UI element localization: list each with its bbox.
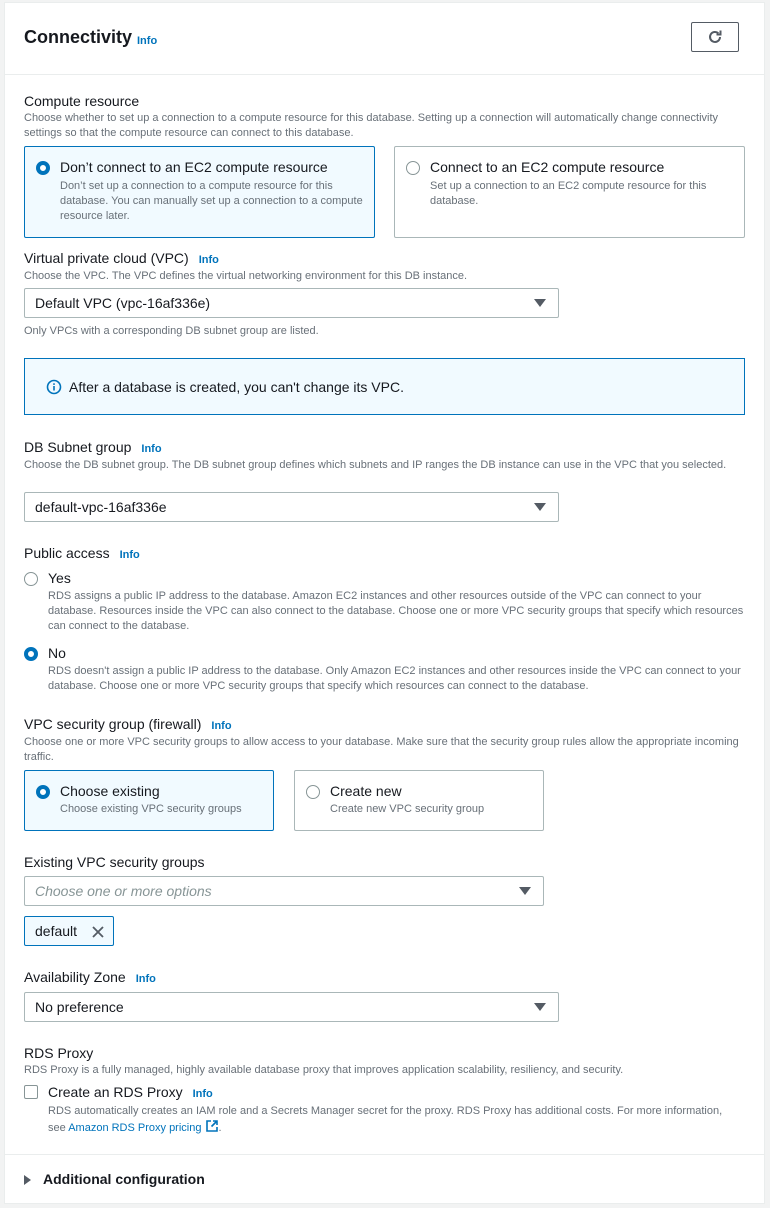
security-group-label xyxy=(24,716,232,732)
security-group-info-link[interactable]: Info xyxy=(211,720,232,732)
token-label: default xyxy=(35,923,78,939)
vpc-label-text: Virtual private cloud (VPC) xyxy=(24,250,189,266)
caret-right-icon[interactable] xyxy=(24,1175,31,1185)
rds-proxy-pricing-link[interactable]: Amazon RDS Proxy pricing xyxy=(68,1122,202,1134)
compute-resource-label: Compute resource xyxy=(24,93,140,109)
rds-proxy-info-link[interactable]: Info xyxy=(192,1088,213,1100)
public-access-label-text: Public access xyxy=(24,545,110,561)
public-access-info-link[interactable]: Info xyxy=(119,549,140,561)
dont-connect-desc: Don’t set up a connection to a compute resource for this database. You can manually set up a connection to a compute resource later. xyxy=(60,180,363,222)
security-group-desc: Choose one or more VPC security groups to allow access to your database. Make sure that the security group rules allow the appropriate incoming traffic. xyxy=(24,736,739,763)
existing-groups-label: Existing VPC security groups xyxy=(24,854,205,870)
existing-groups-multiselect[interactable] xyxy=(24,876,544,906)
close-icon[interactable] xyxy=(91,925,105,939)
caret-down-icon xyxy=(534,503,546,511)
security-group-token xyxy=(24,916,114,946)
dont-connect-radio[interactable] xyxy=(36,161,50,175)
subnet-label xyxy=(24,439,162,455)
create-rds-proxy-label[interactable] xyxy=(48,1084,213,1100)
vpc-select[interactable] xyxy=(24,288,559,318)
subnet-desc: Choose the DB subnet group. The DB subnet group defines which subnets and IP ranges the DB instance can use in the VPC that you selected. xyxy=(24,459,727,471)
rds-proxy-label: RDS Proxy xyxy=(24,1045,94,1061)
security-group-label-text: VPC security group (firewall) xyxy=(24,716,202,732)
connect-radio[interactable] xyxy=(406,161,420,175)
create-rds-proxy-text: Create an RDS Proxy xyxy=(48,1084,183,1100)
public-access-no-radio[interactable] xyxy=(24,647,38,661)
subnet-label-text: DB Subnet group xyxy=(24,439,132,455)
choose-existing-desc: Choose existing VPC security groups xyxy=(60,803,242,815)
public-access-yes-radio[interactable] xyxy=(24,572,38,586)
public-access-no-desc: RDS doesn't assign a public IP address to the database. Only Amazon EC2 instances and other resources inside the VPC can connect to your database. Choose one or more VPC security groups that specify which resources can connect to the database. xyxy=(48,665,741,692)
refresh-button[interactable] xyxy=(691,22,739,52)
section-divider xyxy=(5,1154,764,1155)
vpc-desc: Choose the VPC. The VPC defines the virtual networking environment for this DB instance. xyxy=(24,270,468,282)
dont-connect-title: Don’t connect to an EC2 compute resource xyxy=(60,159,328,175)
az-label-text: Availability Zone xyxy=(24,969,126,985)
choose-existing-title: Choose existing xyxy=(60,783,160,799)
az-info-link[interactable]: Info xyxy=(135,973,156,985)
caret-down-icon xyxy=(519,887,531,895)
info-circle-icon xyxy=(46,379,62,395)
choose-existing-radio[interactable] xyxy=(36,785,50,799)
caret-down-icon xyxy=(534,299,546,307)
create-new-title: Create new xyxy=(330,783,402,799)
connect-desc: Set up a connection to an EC2 compute resource for this database. xyxy=(430,180,707,207)
subnet-info-link[interactable]: Info xyxy=(141,443,162,455)
subnet-select[interactable] xyxy=(24,492,559,522)
caret-down-icon xyxy=(534,1003,546,1011)
connect-ec2-option[interactable] xyxy=(394,146,745,238)
public-access-yes-label[interactable]: Yes xyxy=(48,570,71,586)
az-select[interactable] xyxy=(24,992,559,1022)
rds-proxy-desc-text: RDS automatically creates an IAM role and a Secrets Manager secret for the proxy. RDS Proxy has additional costs. For more information, see xyxy=(48,1105,723,1134)
create-rds-proxy-desc xyxy=(48,1104,738,1136)
az-label xyxy=(24,969,156,985)
create-new-desc: Create new VPC security group xyxy=(330,803,485,815)
vpc-label xyxy=(24,250,219,266)
create-rds-proxy-checkbox[interactable] xyxy=(24,1085,38,1099)
page-title: Connectivity xyxy=(24,27,133,47)
public-access-no-label[interactable]: No xyxy=(48,645,66,661)
vpc-select-value: Default VPC (vpc-16af336e) xyxy=(35,295,211,311)
external-link-icon[interactable] xyxy=(205,1119,219,1133)
vpc-info-alert xyxy=(24,358,745,415)
additional-configuration-toggle[interactable]: Additional configuration xyxy=(43,1171,205,1187)
rds-proxy-desc: RDS Proxy is a fully managed, highly available database proxy that improves application scalability, resiliency, and security. xyxy=(24,1064,624,1076)
vpc-hint: Only VPCs with a corresponding DB subnet group are listed. xyxy=(24,325,319,337)
rds-proxy-desc-period: . xyxy=(218,1122,222,1134)
vpc-alert-text: After a database is created, you can't change its VPC. xyxy=(69,379,404,395)
create-new-radio[interactable] xyxy=(306,785,320,799)
dont-connect-ec2-option[interactable] xyxy=(24,146,375,238)
panel-header xyxy=(5,3,764,75)
create-new-option[interactable] xyxy=(294,770,544,831)
subnet-select-value: default-vpc-16af336e xyxy=(35,499,167,515)
public-access-label xyxy=(24,545,140,561)
az-select-value: No preference xyxy=(35,999,124,1015)
connect-title: Connect to an EC2 compute resource xyxy=(430,159,665,175)
public-access-yes-desc: RDS assigns a public IP address to the database. Amazon EC2 instances and other resources outside of the VPC can connect to your database. Resources inside the VPC can also connect to the database. Choose one or more VPC security groups that specify which resources can connect to the database. xyxy=(48,590,744,632)
info-link[interactable]: Info xyxy=(137,35,158,47)
choose-existing-option[interactable] xyxy=(24,770,274,831)
refresh-icon xyxy=(707,29,723,45)
compute-resource-desc: Choose whether to set up a connection to a compute resource for this database. Setting up a connection will automatically change connectivity settings so that the compute resource can connect to this database. xyxy=(24,112,719,139)
connectivity-panel xyxy=(4,2,765,1204)
existing-groups-placeholder: Choose one or more options xyxy=(35,883,212,899)
vpc-info-link[interactable]: Info xyxy=(198,254,219,266)
